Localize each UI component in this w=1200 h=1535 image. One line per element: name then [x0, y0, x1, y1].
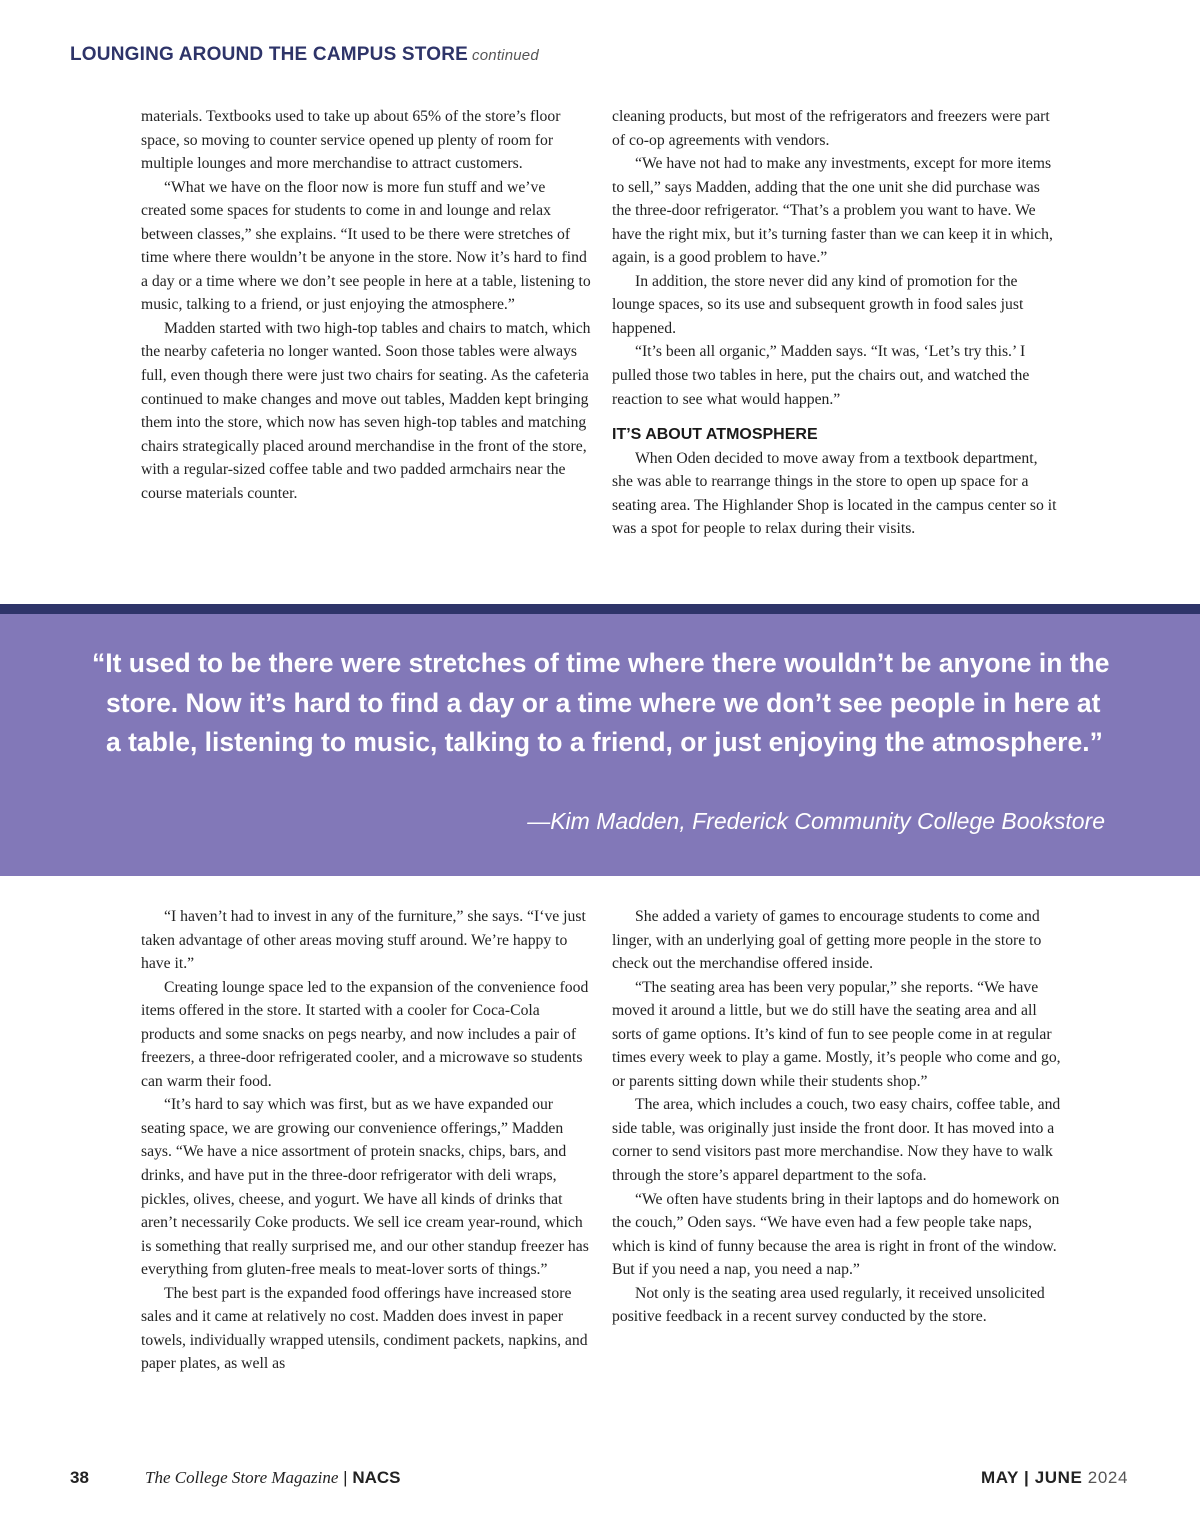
column-top-left: [141, 105, 591, 505]
column-bottom-left: [141, 905, 591, 1376]
footer-separator: |: [343, 1468, 348, 1487]
paragraph: She added a variety of games to encourage students to come and linger, with an underlying goal of getting more people in the store to check out the merchandise offered inside.: [612, 908, 1042, 973]
paragraph: “It’s been all organic,” Madden says. “It was, ‘Let’s try this.’ I pulled those two tables in here, put the chairs out, and watched the reaction to see what would happen.”: [612, 343, 1030, 408]
column-bottom-right: [612, 905, 1062, 1329]
org-name: NACS: [352, 1468, 401, 1487]
paragraph: The best part is the expanded food offerings have increased store sales and it came at relatively no cost. Madden does invest in paper towels, individually wrapped utensils, condiment packets, napkins, and paper plates, as well as: [141, 1284, 588, 1373]
paragraph: The area, which includes a couch, two easy chairs, coffee table, and side table, was originally just inside the front door. It has moved into a corner to send visitors past more merchandise. Now they have to walk through the store’s apparel department to the sofa.: [612, 1096, 1061, 1185]
column-top-right: [612, 105, 1062, 541]
pullquote-text: “It used to be there were stretches of time where there wouldn’t be anyone in the store. Now it’s hard to find a day or a time where we don’t see people in here at a table, listening to music, talking to a friend, or just enjoying the atmosphere.”: [92, 648, 1110, 757]
paragraph: “It’s hard to say which was first, but as we have expanded our seating space, we are growing our convenience offerings,” Madden says. “We have a nice assortment of protein snacks, chips, bars, and drinks, and have put in the three-door refrigerator with deli wraps, pickles, olives, cheese, and yogurt. We have all kinds of drinks that aren’t necessarily Coke products. We sell ice cream year-round, which is something that really surprised me, and our other standup freezer has everything from gluten-free meals to meat-lover sorts of things.”: [141, 1096, 589, 1279]
pullquote-top-band: [0, 604, 1200, 614]
running-header-title: LOUNGING AROUND THE CAMPUS STORE: [70, 44, 469, 65]
running-header-continued: continued: [472, 47, 539, 64]
running-header: [70, 44, 539, 66]
paragraph: Madden started with two high-top tables and chairs to match, which the nearby cafeteria no longer wanted. Soon those tables were always full, even though there were just two chairs for seating. As the cafeteria continued to make changes and move out tables, Madden kept bringing them into the store, which now has seven high-top tables and matching chairs strategically placed around merchandise in the front of the store, with a regular-sized coffee table and two padded armchairs near the course materials counter.: [141, 319, 591, 502]
paragraph: cleaning products, but most of the refrigerators and freezers were part of co-op agreements with vendors.: [612, 108, 1050, 149]
issue-month: MAY | JUNE: [980, 1468, 1083, 1487]
paragraph: “We often have students bring in their laptops and do homework on the couch,” Oden says. “We have even had a few people take naps, which is kind of funny because the area is right in front of the window. But if you need a nap, you need a nap.”: [612, 1190, 1060, 1279]
paragraph: “I haven’t had to invest in any of the furniture,” she says. “I‘ve just taken advantage of other areas moving stuff around. We’re happy to have it.”: [141, 908, 586, 973]
paragraph: Creating lounge space led to the expansion of the convenience food items offered in the store. It started with a cooler for Coca-Cola products and some snacks on pegs nearby, and now includes a pair of freezers, a three-door refrigerated cooler, and a microwave so students can warm their food.: [141, 978, 589, 1090]
page-footer: [0, 1464, 1200, 1494]
paragraph: Not only is the seating area used regularly, it received unsolicited positive feedback in a recent survey conducted by the store.: [612, 1284, 1045, 1326]
issue-date: [981, 1468, 1128, 1488]
pullquote-box: [0, 614, 1200, 876]
magazine-name: [145, 1468, 401, 1488]
issue-year: 2024: [1087, 1468, 1128, 1487]
paragraph: “The seating area has been very popular,” she reports. “We have moved it around a little, but we do still have the seating area and all sorts of game options. It’s kind of fun to see people come in at regular times every week to play a game. Mostly, it’s people who come and go, or parents sitting down while their students shop.”: [612, 978, 1061, 1090]
magazine-title: The College Store Magazine: [145, 1468, 339, 1487]
pullquote-attribution: —Kim Madden, Frederick Community College Bookstore: [527, 808, 1105, 834]
paragraph: When Oden decided to move away from a textbook department, she was able to rearrange things in the store to open up space for a seating area. The Highlander Shop is located in the campus center so it was a spot for people to relax during their visits.: [612, 449, 1057, 538]
paragraph: materials. Textbooks used to take up about 65% of the store’s floor space, so moving to counter service opened up plenty of room for multiple lounges and more merchandise to attract customers.: [141, 108, 561, 173]
page-number: 38: [70, 1468, 89, 1487]
paragraph: “What we have on the floor now is more fun stuff and we’ve created some spaces for students to come in and lounge and relax between classes,” she explains. “It used to be there were stretches of time where there wouldn’t be anyone in the store. Now it’s hard to find a day or a time where we don’t see people in here at a table, listening to music, talking to a friend, or just enjoying the atmosphere.”: [141, 178, 591, 314]
paragraph: In addition, the store never did any kind of promotion for the lounge spaces, so its use and subsequent growth in food sales just happened.: [612, 272, 1024, 337]
paragraph: “We have not had to make any investments, except for more items to sell,” says Madden, adding that the one unit she did purchase was the three-door refrigerator. “That’s a problem you want to have. We have the right mix, but it’s turning faster than we can keep it in which, again, is a good problem to have.”: [612, 155, 1053, 267]
section-subhead: IT’S ABOUT ATMOSPHERE: [612, 426, 818, 444]
